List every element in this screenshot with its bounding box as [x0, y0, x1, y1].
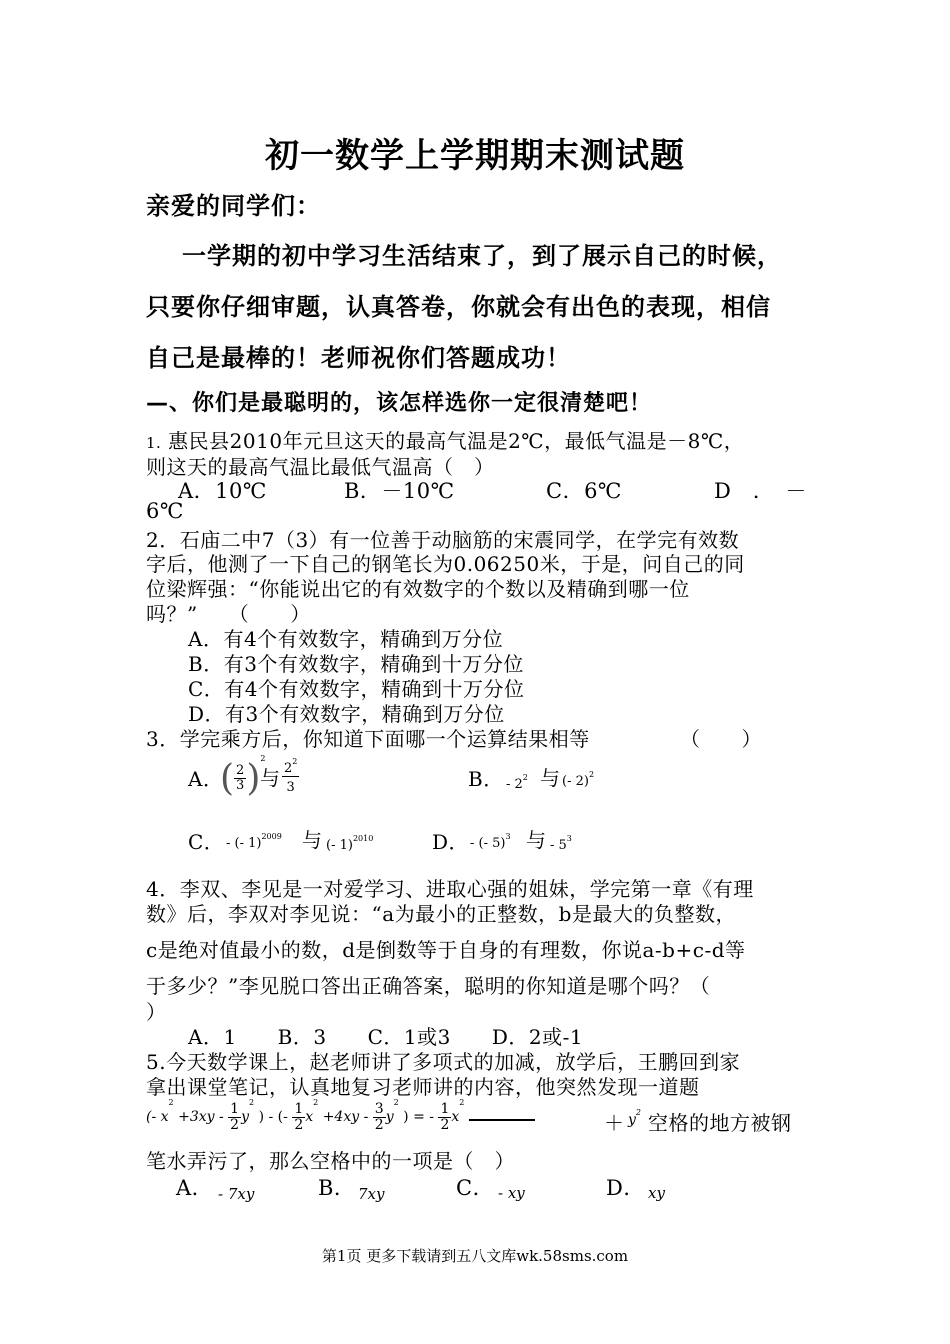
expr: (- 1)	[326, 838, 353, 853]
question-3-option-d-expr-1	[470, 832, 511, 851]
frac-den: 2	[440, 1116, 450, 1133]
question-5-line-2: 拿出课堂笔记，认真地复习老师讲的内容，他突然发现一道题	[146, 1075, 700, 1099]
term: +4xy -	[322, 1109, 369, 1126]
question-3-option-d-with: 与	[526, 828, 547, 852]
intro-line-1: 一学期的初中学习生活结束了，到了展示自己的时候，	[182, 242, 782, 270]
question-3-option-c-expr-1	[226, 832, 282, 851]
question-2-line-1: 2．石庙二中7（3）有一位善于动脑筋的宋震同学，在学完有效数	[146, 528, 740, 552]
exponent: 2	[249, 1098, 255, 1107]
term: (- x	[146, 1109, 169, 1126]
term: +3xy -	[178, 1109, 224, 1126]
question-3-stem: 3．学完乘方后，你知道下面哪一个运算结果相等	[146, 727, 590, 751]
question-1-line-2: 则这天的最高气温比最低气温高（ ）	[146, 455, 495, 479]
exponent: 2	[168, 1098, 174, 1107]
intro-line-3: 自己是最棒的！老师祝你们答题成功！	[146, 344, 571, 372]
question-1-number: 1.	[146, 434, 162, 452]
term: y	[241, 1109, 250, 1126]
question-3-paren: （ ）	[680, 727, 762, 751]
question-1-option-b: B．－10℃	[344, 479, 455, 503]
question-4-options: A．1 B．3 C．1或3 D．2或-1	[188, 1025, 584, 1049]
exponent: 2	[260, 754, 266, 763]
question-5-option-c-label: C．	[456, 1176, 495, 1200]
question-2-line-4: 吗？” （ ）	[146, 602, 311, 626]
frac-den: 3	[236, 778, 245, 793]
question-5-line-3-tail: 空格的地方被钢	[648, 1111, 792, 1135]
frac-num: 1	[230, 1101, 240, 1117]
question-3-option-a-label: A．	[188, 767, 224, 791]
question-2-line-3: 位梁辉强：“你能说出它的有效数字的个数以及精确到哪一位	[146, 577, 690, 601]
expr: (- 2)	[562, 774, 589, 789]
question-5-option-c: - xy	[498, 1184, 525, 1202]
answer-blank	[469, 1105, 535, 1121]
exponent: 2	[459, 1098, 465, 1107]
section-1-heading: —、你们是最聪明的，该怎样选你一定很清楚吧！	[146, 391, 653, 416]
exponent: 3	[505, 832, 511, 841]
exponent: 2	[292, 757, 298, 766]
question-3-option-b-expr-1	[506, 773, 528, 792]
frac-den: 2	[230, 1116, 240, 1133]
page-footer: 第1页 更多下载请到五八文库wk.58sms.com	[321, 1247, 629, 1265]
question-1-text: 惠民县2010年元旦这天的最高气温是2℃，最低气温是－8℃，	[168, 429, 745, 453]
question-2-line-2: 字后，他测了一下自己的钢笔长为0.06250米，于是，问自己的同	[146, 552, 745, 576]
question-5-option-b: 7xy	[358, 1185, 385, 1203]
question-5-option-a-label: A．	[176, 1176, 214, 1200]
question-1-option-c: C．6℃	[546, 479, 622, 503]
question-5-option-b-label: B．	[318, 1176, 356, 1200]
question-4-line-5: ）	[146, 1000, 167, 1024]
question-1-option-d: D ． －	[714, 479, 807, 503]
question-1-option-d-cont: 6℃	[146, 499, 184, 523]
question-3-option-a-with: 与	[260, 766, 281, 790]
question-3-option-b-label: B．	[468, 767, 504, 791]
question-2-option-d: D．有3个有效数字，精确到万分位	[188, 702, 505, 726]
question-5-line-4: 笔水弄污了，那么空格中的一项是（ ）	[146, 1149, 515, 1173]
term: x	[451, 1109, 460, 1126]
question-4-line-1: 4．李双、李见是一对爱学习、进取心强的姐妹，学完第一章《有理	[146, 877, 754, 901]
term: y	[628, 1112, 636, 1128]
exponent: 2	[588, 770, 595, 779]
intro-line-2: 只要你仔细审题，认真答卷，你就会有出色的表现，相信	[146, 293, 771, 321]
question-5-y-squared	[628, 1108, 642, 1128]
frac-num: 1	[440, 1101, 450, 1117]
exponent: 2	[635, 1108, 642, 1117]
expr: - 5	[550, 838, 567, 853]
question-5-option-d-label: D．	[606, 1176, 645, 1200]
exponent: 2009	[261, 832, 282, 841]
term: y	[385, 1109, 394, 1126]
question-3-option-c-with: 与	[302, 828, 323, 852]
question-5-plus: ＋	[604, 1111, 625, 1135]
expr: - (- 1)	[226, 836, 262, 851]
question-2-option-a: A．有4个有效数字，精确到万分位	[188, 627, 504, 651]
question-1-option-a: A．10℃	[178, 479, 267, 503]
question-3-option-d-expr-2	[550, 834, 572, 853]
question-3-option-b-expr-2	[562, 770, 595, 789]
greeting: 亲爱的同学们：	[146, 192, 321, 220]
exponent: 2	[522, 773, 528, 782]
question-1-line-1	[146, 425, 744, 454]
question-3-option-a-expr: ( $\frac{2}{3}$ )$^2$	[220, 754, 266, 799]
frac-num: 2	[284, 761, 293, 776]
frac-num: 1	[294, 1101, 304, 1117]
question-4-line-2: 数》后，李双对李见说：“a为最小的正整数，b是最大的负整数，	[146, 902, 736, 926]
question-3-option-c-expr-2	[326, 834, 374, 853]
question-4-line-4: 于多少？”李见脱口答出正确答案，聪明的你知道是哪个吗？（	[146, 974, 711, 998]
frac-den: 2	[374, 1116, 384, 1133]
frac-num: 2	[236, 763, 245, 779]
question-5-option-d: xy	[648, 1184, 665, 1202]
page-title: 初一数学上学期期末测试题	[265, 136, 685, 176]
question-3-option-d-label: D．	[432, 830, 470, 854]
exponent: 2	[313, 1098, 319, 1107]
question-3-option-c-label: C．	[188, 830, 225, 854]
term: x	[305, 1109, 314, 1126]
exponent: 2010	[352, 834, 374, 843]
question-4-line-3: c是绝对值最小的数，d是倒数等于自身的有理数，你说a-b+c-d等	[146, 938, 746, 962]
expr: - (- 5)	[470, 836, 506, 851]
question-3-option-a-frac	[282, 757, 299, 795]
question-5-equation	[146, 1098, 535, 1133]
frac-den: 2	[294, 1116, 304, 1133]
frac-num: 3	[374, 1101, 384, 1117]
term: ) - (-	[258, 1109, 288, 1126]
question-2-option-c: C．有4个有效数字，精确到十万分位	[188, 677, 525, 701]
term: ) = -	[403, 1109, 434, 1126]
exponent: 3	[566, 834, 572, 843]
question-5-option-a: - 7xy	[218, 1185, 255, 1203]
exponent: 2	[393, 1098, 399, 1107]
expr: - 2	[506, 777, 523, 792]
question-2-option-b: B．有3个有效数字，精确到十万分位	[188, 652, 524, 676]
frac-den: 3	[286, 779, 295, 795]
question-5-line-1: 5.今天数学课上，赵老师讲了多项式的加减，放学后，王鹏回到家	[146, 1050, 741, 1074]
question-3-option-b-with: 与	[540, 766, 561, 790]
